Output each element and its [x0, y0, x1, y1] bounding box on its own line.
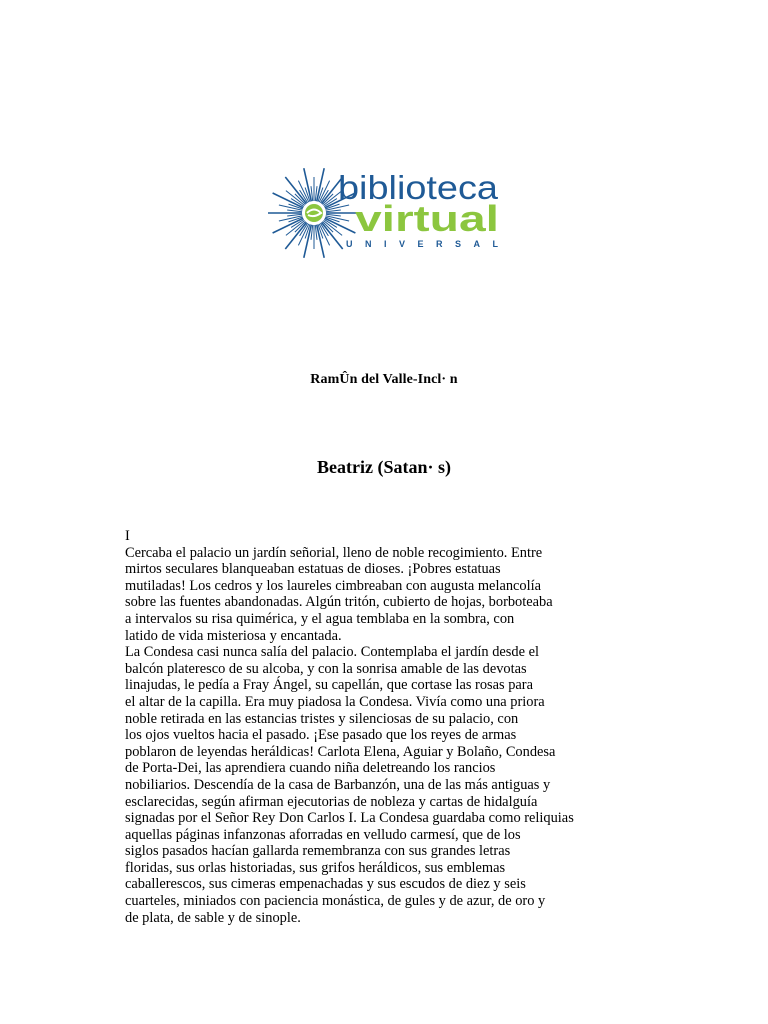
sunburst-ray [304, 225, 312, 258]
body-line: esclarecidas, según afirman ejecutorias de nobleza y cartas de hidalguía [125, 793, 538, 810]
body-line: mirtos seculares blanqueaban estatuas de dioses. ¡Pobres estatuas [125, 561, 501, 578]
body-line: signadas por el Señor Rey Don Carlos I. La Condesa guardaba como reliquias [125, 810, 574, 827]
body-line: balcón plateresco de su alcoba, y con la sonrisa amable de las devotas [125, 660, 527, 677]
body-line: La Condesa casi nunca salía del palacio. Contemplaba el jardín desde el [125, 644, 539, 661]
body-line: los ojos vueltos hacia el pasado. ¡Ese pasado que los reyes de armas [125, 727, 517, 744]
body-line: Cercaba el palacio un jardín señorial, lleno de noble recogimiento. Entre [125, 544, 543, 561]
chapter-number: I [125, 528, 130, 544]
body-line: caballerescos, sus cimeras empenachadas y sus escudos de diez y seis [125, 876, 526, 893]
body-line: aquellas páginas infanzonas aforradas en velludo carmesí, que de los [125, 826, 521, 843]
document-title: Beatriz (Satan· s) [317, 457, 451, 477]
body-line: linajudas, le pedía a Fray Ángel, su capellán, que cortase las rosas para [125, 677, 533, 694]
sunburst-ray [317, 168, 325, 201]
logo-word-virtual: virtual [355, 198, 499, 239]
logo-word-biblioteca: biblioteca [338, 169, 499, 206]
biblioteca-virtual-logo [262, 166, 502, 262]
body-line: latido de vida misteriosa y encantada. [125, 627, 342, 644]
body-line: sobre las fuentes abandonadas. Algún tritón, cubierto de hojas, borboteaba [125, 594, 553, 611]
body-line: de plata, de sable y de sinople. [125, 909, 301, 926]
body-line: de Porta-Dei, las aprendiera cuando niña deletreando los rancios [125, 760, 496, 777]
body-line: mutiladas! Los cedros y los laureles cimbreaban con augusta melancolía [125, 577, 541, 594]
author-name: RamÛn del Valle-Incl· n [310, 372, 458, 387]
logo-word-universal: UNIVERSAL [346, 239, 498, 249]
body-line: el altar de la capilla. Era muy piadosa la Condesa. Vivía como una priora [125, 693, 545, 710]
body-line: floridas, sus orlas historiadas, sus grifos heráldicos, sus emblemas [125, 859, 506, 876]
body-line: poblaron de leyendas heráldicas! Carlota Elena, Aguiar y Bolaño, Condesa [125, 743, 556, 760]
body-line: cuarteles, miniados con paciencia monástica, de gules y de azur, de oro y [125, 893, 546, 910]
body-line: siglos pasados hacían gallarda remembranza con sus grandes letras [125, 843, 511, 860]
body-line: nobiliarios. Descendía de la casa de Barbanzón, una de las más antiguas y [125, 776, 551, 793]
body-line: noble retirada en las estancias tristes y silenciosas de su palacio, con [125, 710, 519, 727]
body-text [125, 528, 725, 926]
body-line: a intervalos su risa quimérica, y el agua temblaba en la sombra, con [125, 610, 515, 627]
sunburst-ray [317, 225, 325, 258]
sunburst-ray [304, 168, 312, 201]
